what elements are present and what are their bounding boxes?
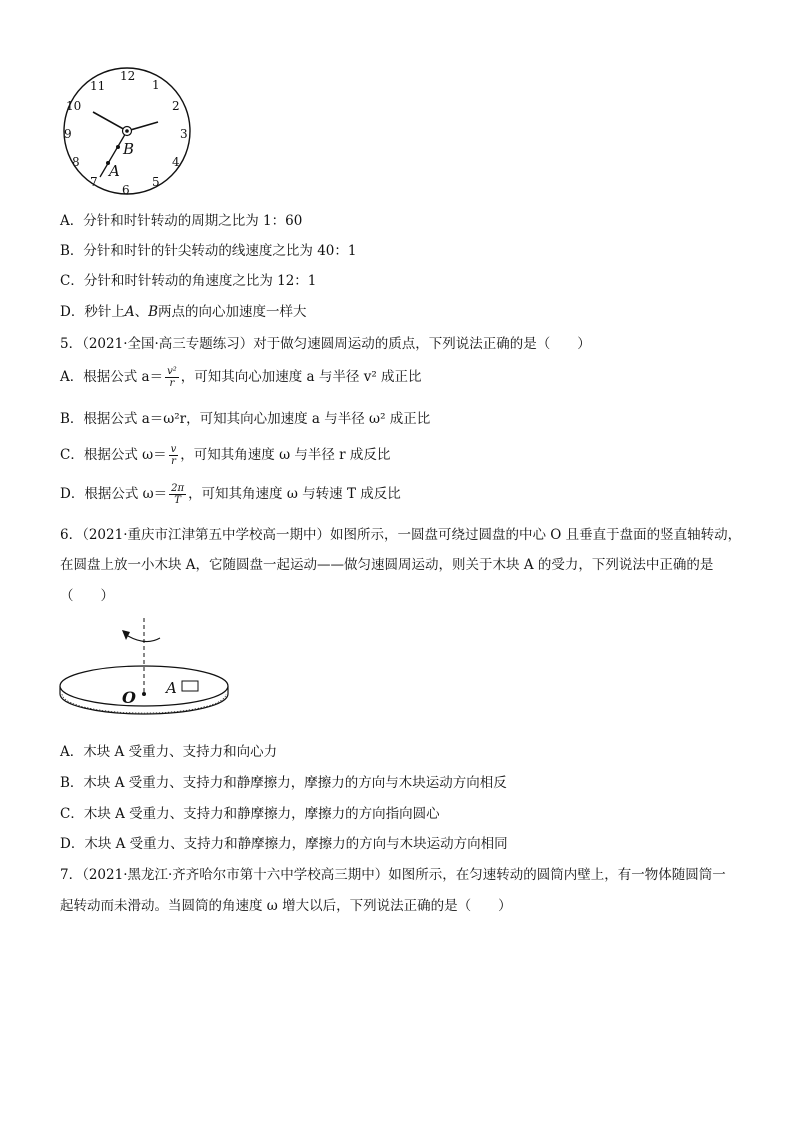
clock-number-4: 4	[172, 155, 180, 169]
q5-option-c: C．根据公式 ω＝ $\frac{v}{r}$ ，可知其角速度 ω 与半径 r 成反比	[60, 444, 391, 467]
fraction: $\frac{2\pi}{T}$	[171, 483, 185, 506]
block-a	[182, 681, 198, 691]
q7-stem-line1: 7．（2021·黑龙江·齐齐哈尔市第十六中学校高三期中）如图所示，在匀速转动的圆筒内壁上，有一物体随圆筒一	[60, 867, 726, 883]
q6-option-b: B．木块 A 受重力、支持力和静摩擦力，摩擦力的方向与木块运动方向相反	[60, 775, 507, 791]
label-a-block: A	[166, 679, 177, 697]
clock-number-2: 2	[172, 99, 180, 113]
q5-stem: 5．（2021·全国·高三专题练习）对于做匀速圆周运动的质点，下列说法正确的是（ ）	[60, 336, 591, 352]
q4-option-a: A．分针和时针转动的周期之比为 1：60	[60, 213, 303, 229]
clock-number-1: 1	[152, 78, 160, 92]
minute-hand	[93, 112, 127, 131]
fraction: $\frac{\text{v²}}{r}$	[167, 366, 177, 389]
q4-option-d: D．秒针上A、B两点的向心加速度一样大	[60, 304, 307, 320]
clock-number-12: 12	[120, 69, 136, 83]
q6-option-a: A．木块 A 受重力、支持力和向心力	[60, 744, 278, 760]
q6-option-d: D．木块 A 受重力、支持力和静摩擦力，摩擦力的方向与木块运动方向相同	[60, 836, 508, 852]
fraction: $\frac{v}{r}$	[170, 444, 177, 467]
clock-number-6: 6	[122, 183, 130, 197]
clock-number-10: 10	[66, 99, 82, 113]
q6-option-c: C．木块 A 受重力、支持力和静摩擦力，摩擦力的方向指向圆心	[60, 806, 440, 822]
q6-stem-line1: 6．（2021·重庆市江津第五中学校高一期中）如图所示，一圆盘可绕过圆盘的中心 O 且垂直于盘面的竖直轴转动，	[60, 527, 742, 543]
clock-figure	[56, 62, 201, 202]
q4-option-b: B．分针和时针的针尖转动的线速度之比为 40：1	[60, 243, 357, 259]
label-a: A	[109, 162, 120, 180]
q6-stem-line2: 在圆盘上放一小木块 A，它随圆盘一起运动——做匀速圆周运动，则关于木块 A 的受力，下列说法中正确的是	[60, 557, 714, 573]
label-o: O	[122, 688, 136, 707]
clock-number-5: 5	[152, 175, 160, 189]
clock-number-8: 8	[72, 155, 80, 169]
clock-number-7: 7	[90, 175, 98, 189]
q6-stem-line3: （ ）	[60, 588, 114, 604]
disk-figure	[56, 614, 236, 722]
clock-number-11: 11	[90, 79, 106, 93]
q7-stem-line2: 起转动而未滑动。当圆筒的角速度 ω 增大以后，下列说法正确的是（ ）	[60, 898, 512, 914]
label-b: B	[123, 140, 135, 158]
q4-option-c: C．分针和时针转动的角速度之比为 12：1	[60, 273, 317, 289]
q5-option-d: D．根据公式 ω＝ $\frac{2\pi}{T}$ ，可知其角速度 ω 与转速 T 成反比	[60, 483, 401, 506]
point-b	[116, 145, 120, 149]
center-o	[142, 692, 146, 696]
disk-top	[60, 666, 228, 706]
clock-number-9: 9	[64, 127, 72, 141]
q5-option-a: A．根据公式 a＝ $\frac{\text{v²}}{r}$ ，可知其向心加速度 a 与半径 v² 成正比	[60, 366, 422, 389]
clock-number-3: 3	[180, 127, 188, 141]
q5-option-b: B．根据公式 a＝ω²r，可知其向心加速度 a 与半径 ω² 成正比	[60, 411, 431, 427]
